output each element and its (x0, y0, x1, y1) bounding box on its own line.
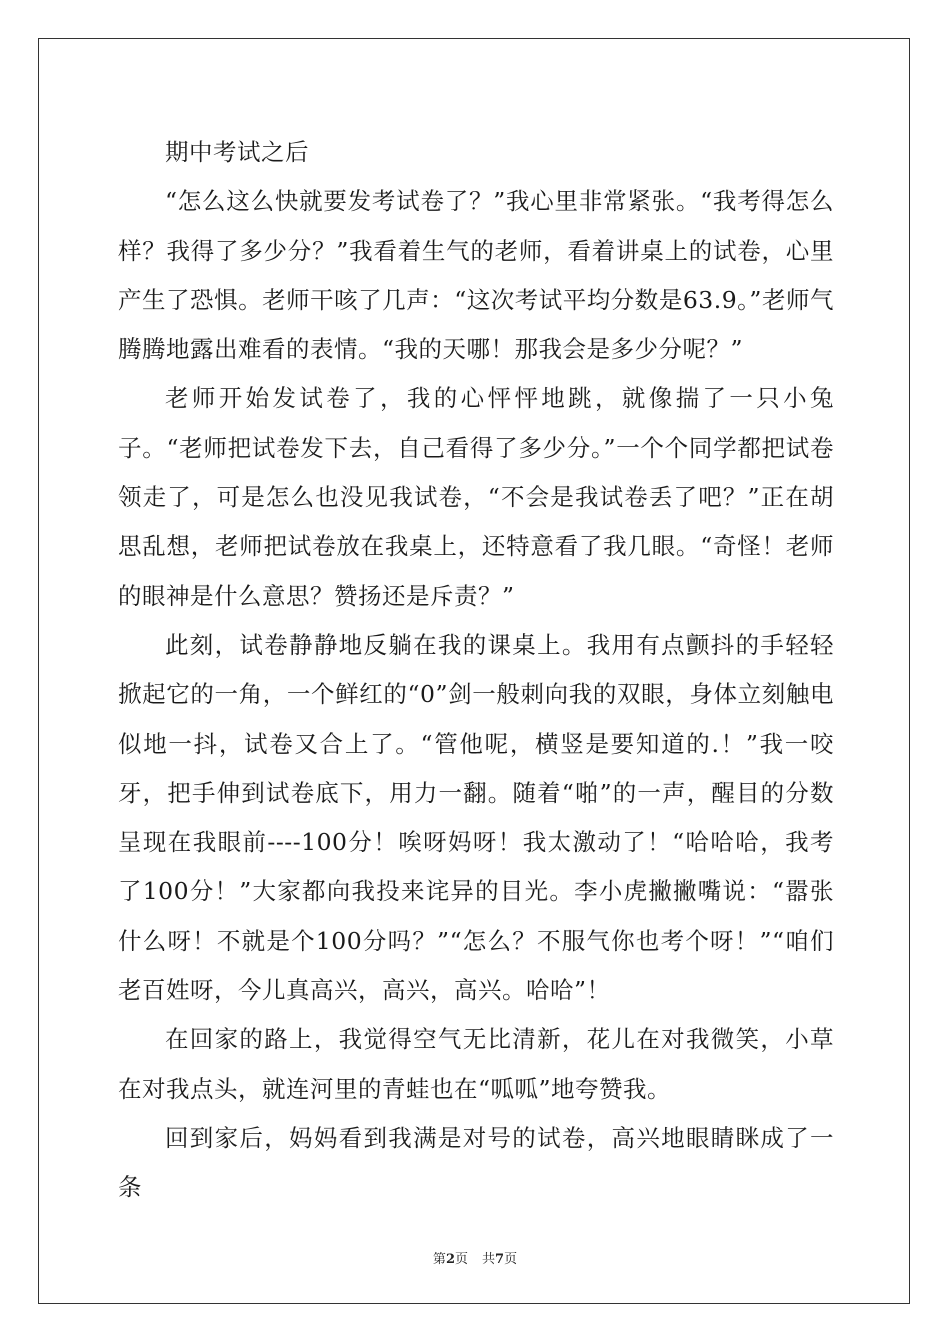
total-suffix: 页 (504, 1252, 518, 1267)
paragraph-5: 回到家后，妈妈看到我满是对号的试卷，高兴地眼睛眯成了一条 (118, 1123, 834, 1202)
page-suffix: 页 (454, 1252, 468, 1267)
current-page-number: 2 (445, 1252, 455, 1267)
paragraph-2: 老师开始发试卷了，我的心怦怦地跳，就像揣了一只小兔子。“老师把试卷发下去，自己看得了多少分。”一个个同学都把试卷领走了，可是怎么也没见我试卷，“不会是我试卷丢了吧？”正在胡思乱想，老师把试卷放在我桌上，还特意看了我几眼。“奇怪！老师的眼神是什么意思？赞扬还是斥责？” (118, 384, 834, 610)
paragraph-1: “怎么这么快就要发考试卷了？”我心里非常紧张。“我考得怎么样？我得了多少分？”我看着生气的老师，看着讲桌上的试卷，心里产生了恐惧。老师干咳了几声：“这次考试平均分数是63.9。”老师气腾腾地露出难看的表情。“我的天哪！那我会是多少分呢？” (118, 187, 834, 364)
total-prefix: 共 (482, 1252, 496, 1267)
paragraph-4: 在回家的路上，我觉得空气无比清新，花儿在对我微笑，小草在对我点头，就连河里的青蛙也在“呱呱”地夸赞我。 (118, 1025, 834, 1103)
document-title: 期中考试之后 (165, 138, 309, 166)
total-page-number: 7 (495, 1252, 505, 1267)
page-prefix: 第 (432, 1252, 446, 1267)
paragraph-3: 此刻，试卷静静地反躺在我的课桌上。我用有点颤抖的手轻轻掀起它的一角，一个鲜红的“0”剑一般刺向我的双眼，身体立刻触电似地一抖，试卷又合上了。“管他呢，横竖是要知道的.！”我一咬牙，把手伸到试卷底下，用力一翻。随着“啪”的一声，醒目的分数呈现在我眼前----100分！唉呀妈呀！我太激动了！“哈哈哈，我考了100分！”大家都向我投来诧异的目光。李小虎撇撇嘴说：“嚣张什么呀！不就是个100分吗？”“怎么？不服气你也考个呀！”“咱们老百姓呀，今儿真高兴，高兴，高兴。哈哈”！ (118, 630, 834, 1005)
document-body (118, 128, 834, 1213)
page-footer (0, 1248, 950, 1267)
